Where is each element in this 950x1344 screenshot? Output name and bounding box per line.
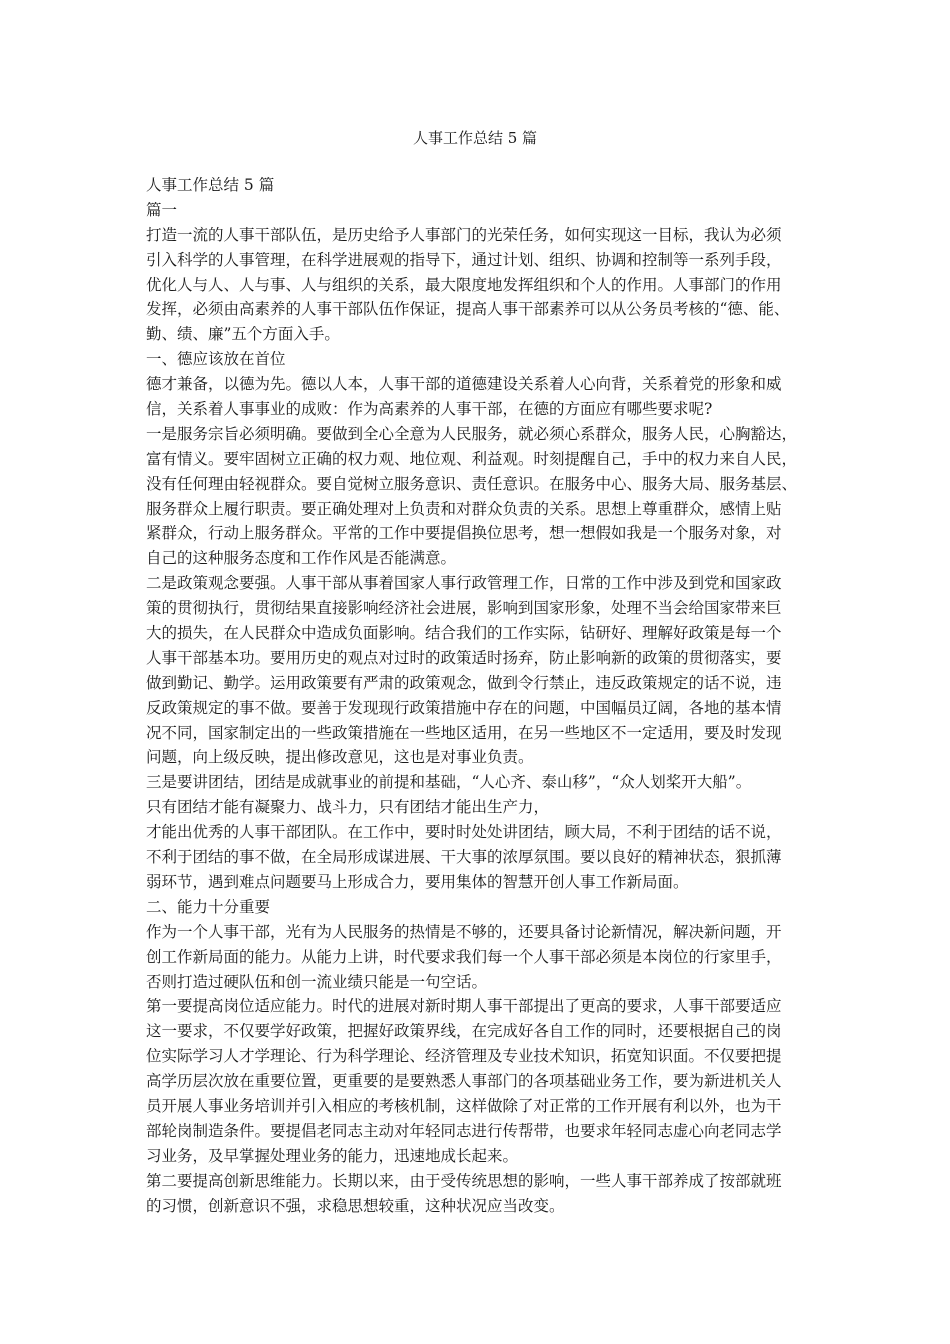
text-line: 二是政策观念要强。人事干部从事着国家人事行政管理工作，日常的工作中涉及到党和国家政: [146, 574, 782, 593]
text-line: 不利于团结的事不做，在全局形成谋进展、干大事的浓厚氛围。要以良好的精神状态，狠抓薄: [146, 848, 782, 867]
text-line: 才能出优秀的人事干部团队。在工作中，要时时处处讲团结，顾大局，不利于团结的话不说，: [146, 823, 782, 842]
text-line: 高学历层次放在重要位置，更重要的是要熟悉人事部门的各项基础业务工作，要为新进机关人: [146, 1072, 782, 1091]
text-line: 这一要求，不仅要学好政策，把握好政策界线，在完成好各自工作的同时，还要根据自己的岗: [146, 1022, 782, 1041]
text-line: 创工作新局面的能力。从能力上讲，时代要求我们每一个人事干部必须是本岗位的行家里手，: [146, 947, 782, 966]
text-line: 引入科学的人事管理，在科学进展观的指导下，通过计划、组织、协调和控制等一系列手段，: [146, 250, 782, 269]
text-line: 第二要提高创新思维能力。长期以来，由于受传统思想的影响，一些人事干部养成了按部就班: [146, 1171, 782, 1190]
text-line: 大的损失，在人民群众中造成负面影响。结合我们的工作实际，钻研好、理解好政策是每一个: [146, 624, 782, 643]
text-line: 自己的这种服务态度和工作作风是否能满意。: [146, 549, 457, 568]
text-line: 一、德应该放在首位: [146, 350, 286, 369]
document-title: 人事工作总结 5 篇: [412, 129, 538, 147]
text-line: 弱环节，遇到难点问题要马上形成合力，要用集体的智慧开创人事工作新局面。: [146, 872, 689, 891]
text-line: 二、能力十分重要: [146, 897, 271, 916]
document-body: [146, 173, 818, 1218]
text-line: 策的贯彻执行，贯彻结果直接影响经济社会进展，影响到国家形象，处理不当会给国家带来巨: [146, 599, 782, 618]
text-line: 服务群众上履行职责。要正确处理对上负责和对群众负责的关系。思想上尊重群众，感情上贴: [146, 499, 782, 518]
text-line: 优化人与人、人与事、人与组织的关系，最大限度地发挥组织和个人的作用。人事部门的作用: [146, 275, 782, 294]
text-line: 信，关系着人事事业的成败：作为高素养的人事干部，在德的方面应有哪些要求呢?: [146, 400, 713, 419]
text-line: 发挥，必须由高素养的人事干部队伍作保证，提高人事干部素养可以从公务员考核的“德、能、: [146, 300, 790, 319]
text-line: 做到勤记、勤学。运用政策要有严肃的政策观念，做到令行禁止，违反政策规定的话不说，违: [146, 673, 782, 692]
text-line: 富有情义。要牢固树立正确的权力观、地位观、利益观。时刻提醒自己，手中的权力来自人民，: [146, 449, 798, 468]
text-line: 只有团结才能有凝聚力、战斗力，只有团结才能出生产力，: [146, 798, 550, 817]
text-line: 没有任何理由轻视群众。要自觉树立服务意识、责任意识。在服务中心、服务大局、服务基层、: [146, 474, 798, 493]
text-line: 员开展人事业务培训并引入相应的考核机制，这样做除了对正常的工作开展有利以外，也为干: [146, 1096, 782, 1115]
text-line: 部轮岗制造条件。要提倡老同志主动对年轻同志进行传帮带，也要求年轻同志虚心向老同志学: [146, 1121, 782, 1140]
text-line: 反政策规定的事不做。要善于发现现行政策措施中存在的问题，中国幅员辽阔，各地的基本情: [146, 698, 782, 717]
text-line: 人事干部基本功。要用历史的观点对过时的政策适时扬弃，防止影响新的政策的贯彻落实，要: [146, 648, 782, 667]
text-line: 否则打造过硬队伍和创一流业绩只能是一句空话。: [146, 972, 488, 991]
text-line: 勤、绩、廉”五个方面入手。: [146, 325, 340, 344]
text-line: 的习惯，创新意识不强，求稳思想较重，这种状况应当改变。: [146, 1196, 565, 1215]
text-line: 紧群众，行动上服务群众。平常的工作中要提倡换位思考，想一想假如我是一个服务对象，对: [146, 524, 782, 543]
text-line: 篇一: [146, 200, 178, 219]
text-line: 问题，向上级反映，提出修改意见，这也是对事业负责。: [146, 748, 534, 767]
text-line: 第一要提高岗位适应能力。时代的进展对新时期人事干部提出了更高的要求，人事干部要适应: [146, 997, 782, 1016]
text-line: 三是要讲团结，团结是成就事业的前提和基础，“人心齐、泰山移”，“众人划桨开大船”。: [146, 773, 752, 792]
text-line: 打造一流的人事干部队伍，是历史给予人事部门的光荣任务，如何实现这一目标，我认为必须: [146, 225, 782, 244]
text-line: 位实际学习人才学理论、行为科学理论、经济管理及专业技术知识，拓宽知识面。不仅要把提: [146, 1047, 782, 1066]
text-line: 人事工作总结 5 篇: [146, 176, 275, 194]
text-line: 况不同，国家制定出的一些政策措施在一些地区适用，在另一些地区不一定适用，要及时发现: [146, 723, 782, 742]
text-line: 习业务，及早掌握处理业务的能力，迅速地成长起来。: [146, 1146, 519, 1165]
text-line: 作为一个人事干部，光有为人民服务的热情是不够的，还要具备讨论新情况，解决新问题，开: [146, 922, 782, 941]
text-line: 一是服务宗旨必须明确。要做到全心全意为人民服务，就必须心系群众，服务人民，心胸豁达，: [146, 424, 798, 443]
text-line: 德才兼备，以德为先。德以人本，人事干部的道德建设关系着人心向背，关系着党的形象和威: [146, 375, 782, 394]
